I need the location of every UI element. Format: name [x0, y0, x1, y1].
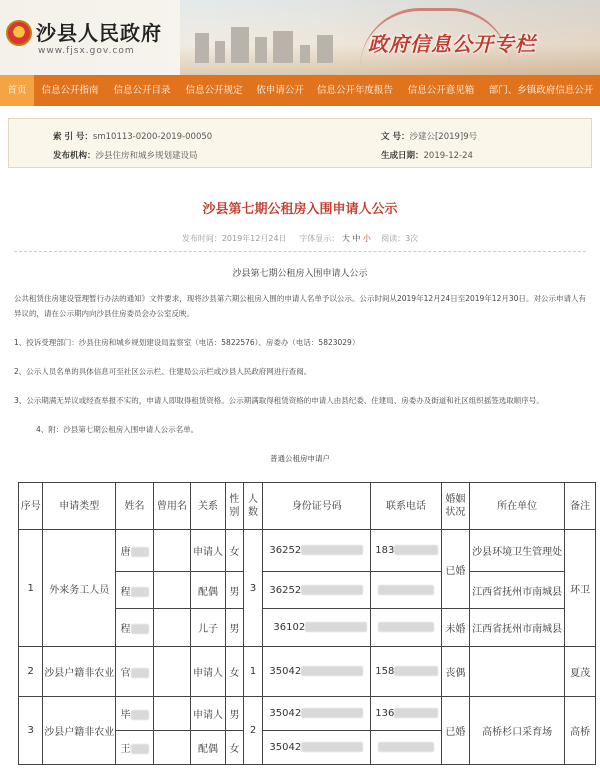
table-header: 人数	[243, 483, 263, 530]
table-header: 身份证号码	[263, 483, 371, 530]
national-emblem-icon	[6, 20, 32, 46]
table-row: 2 沙县户籍非农业 官 申请人 女 1 35042 158 丧偶 夏茂	[19, 647, 596, 697]
redacted-block	[301, 666, 363, 676]
meta-date: 生成日期：2019-12-24	[381, 151, 473, 161]
article-subtitle: 沙县第七期公租房入围申请人公示	[232, 269, 368, 279]
nav-item-feedback[interactable]: 信息公开意见箱	[407, 85, 475, 96]
table-header: 联系电话	[371, 483, 441, 530]
article-paragraph-5: 4、附：沙县第七期公租房入围申请人公示名单。	[36, 425, 199, 434]
redacted-block	[301, 585, 363, 595]
table-header: 申请类型	[43, 483, 116, 530]
font-size-medium-button[interactable]: 中	[352, 234, 361, 243]
nav-item-departments[interactable]: 部门、乡镇政府信息公开	[488, 85, 594, 96]
redacted-block	[131, 744, 149, 754]
redacted-block	[394, 708, 438, 718]
redacted-block	[378, 742, 434, 752]
table-header: 所在单位	[470, 483, 565, 530]
redacted-block	[305, 622, 367, 632]
table-header: 备注	[565, 483, 596, 530]
site-title[interactable]: 沙县人民政府	[36, 21, 162, 45]
font-size-large-button[interactable]: 大	[341, 234, 350, 243]
article-info-bar: 发布时间：2019年12月24日 字体显示： 大 中 小 阅读：3次	[181, 234, 419, 243]
table-row: 3 沙县户籍非农业 毕 申请人 男 2 35042 136 已婚 高桥杉口采育场 高桥	[19, 697, 596, 731]
table-row: 1 外来务工人员 唐 申请人 女 3 36252 183 已婚 沙县环境卫生管理处 环卫	[19, 530, 596, 572]
city-skyline-illustration	[185, 23, 365, 63]
redacted-block	[301, 545, 363, 555]
article-paragraph-4: 3、公示期满无异议或经查举报不实的，申请人即取得租赁资格。公示期满取得租赁资格的申请人由县纪委、住建局、房委办及街道和社区组织摇签选取顺序号。	[14, 396, 544, 405]
font-size-small-button[interactable]: 小	[362, 234, 371, 243]
redacted-block	[131, 668, 149, 678]
table-caption: 普通公租房申请户	[270, 454, 330, 463]
nav-item-annual-report[interactable]: 信息公开年度报告	[316, 85, 393, 96]
document-meta-box	[8, 118, 592, 168]
redacted-block	[131, 547, 149, 557]
meta-index: 索 引 号：sm10113-0200-2019-00050	[53, 132, 213, 142]
redacted-block	[131, 587, 149, 597]
table-row: 程 儿子 男 36102 未婚 江西省抚州市南城县	[19, 609, 596, 647]
article-paragraph-2: 1、投诉受理部门：沙县住房和城乡规划建设局监察室（电话：5822576）、房委办（电话：5823029）	[14, 338, 360, 347]
redacted-block	[301, 708, 363, 718]
banner-slogan: 政府信息公开专栏	[368, 32, 536, 56]
main-nav	[0, 75, 600, 106]
site-url: www.fjsx.gov.com	[38, 46, 135, 56]
nav-item-home[interactable]: 首页	[0, 75, 34, 106]
article-paragraph-1: 公共租赁住房建设管理暂行办法的通知》文件要求，现将沙县第六期公租房入围的申请人名单予以公示。公示时间从2019年12月24日至2019年12月30日。对公示申请人有异议的，请在公示期内向沙县住房委员会办公室反映。	[14, 294, 586, 318]
redacted-block	[378, 622, 434, 632]
redacted-block	[301, 742, 363, 752]
table-header: 婚姻状况	[441, 483, 469, 530]
divider	[14, 251, 586, 252]
nav-item-rules[interactable]: 信息公开规定	[185, 85, 243, 96]
nav-item-catalog[interactable]: 信息公开目录	[113, 85, 171, 96]
table-row: 王 配偶 女 35042	[19, 731, 596, 765]
redacted-block	[394, 545, 438, 555]
meta-publisher: 发布机构：沙县住房和城乡规划建设局	[53, 151, 198, 161]
article-paragraph-3: 2、公示人员名单的具体信息可至社区公示栏、住建局公示栏或沙县人民政府网进行查阅。	[14, 367, 312, 376]
applicant-table	[18, 482, 596, 765]
nav-item-guide[interactable]: 信息公开指南	[41, 85, 99, 96]
site-header-banner	[0, 0, 600, 75]
table-header: 性别	[226, 483, 244, 530]
redacted-block	[378, 585, 434, 595]
redacted-block	[131, 624, 149, 634]
table-row: 程 配偶 男 36252 江西省抚州市南城县	[19, 572, 596, 609]
table-header: 姓名	[116, 483, 154, 530]
redacted-block	[394, 666, 438, 676]
table-header-row	[19, 483, 596, 530]
article-title: 沙县第七期公租房入围申请人公示	[202, 202, 398, 217]
meta-doc-number: 文 号：沙建公[2019]9号	[381, 132, 478, 142]
table-header: 曾用名	[153, 483, 190, 530]
table-header: 关系	[190, 483, 225, 530]
redacted-block	[131, 710, 149, 720]
table-header: 序号	[19, 483, 43, 530]
nav-item-request[interactable]: 依申请公开	[256, 85, 304, 96]
